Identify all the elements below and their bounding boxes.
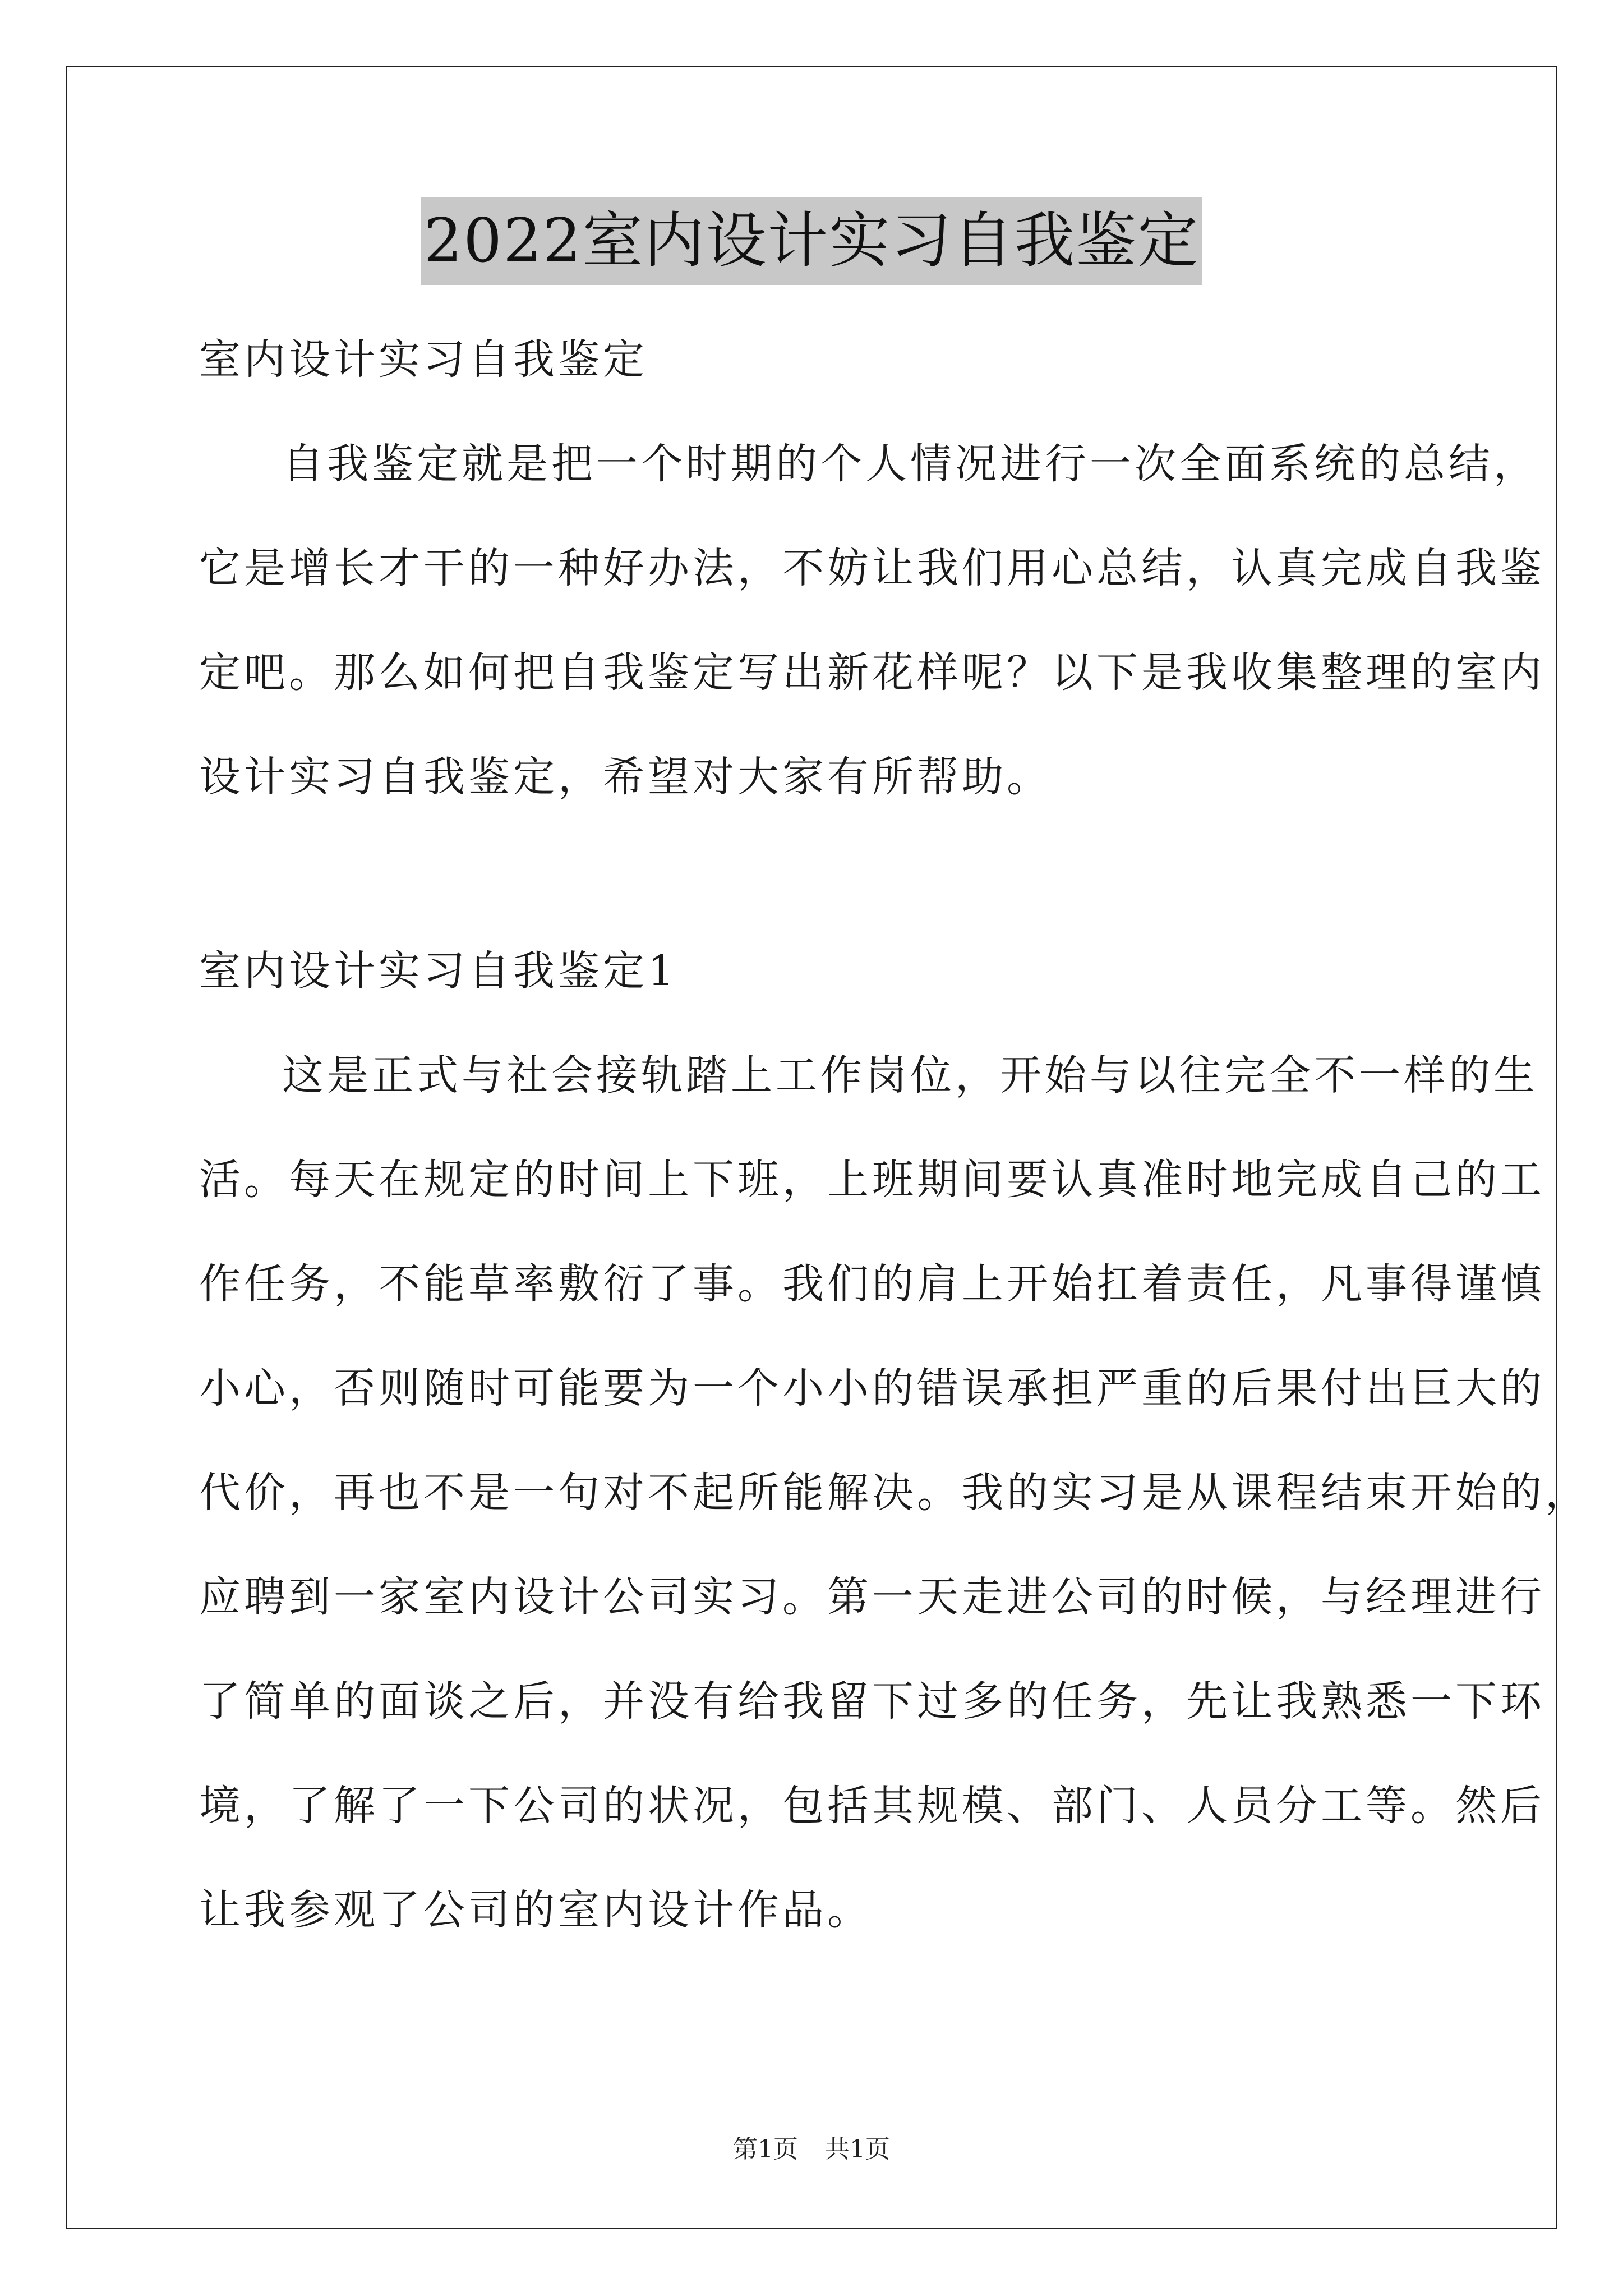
page-number-current: 第1页 — [733, 2135, 798, 2164]
page-number-total: 共1页 — [825, 2135, 890, 2164]
paragraph-line: 设计实习自我鉴定，希望对大家有所帮助。 — [199, 753, 1052, 801]
paragraph-line: 自我鉴定就是把一个时期的个人情况进行一次全面系统的总结， — [282, 440, 1538, 488]
document-body — [199, 307, 1590, 1962]
section-heading: 室内设计实习自我鉴定 — [199, 335, 648, 384]
paragraph-line: 小心，否则随时可能要为一个小小的错误承担严重的后果付出巨大的 — [199, 1364, 1545, 1412]
paragraph-line: 境，了解了一下公司的状况，包括其规模、部门、人员分工等。然后 — [199, 1782, 1545, 1830]
paragraph-line: 活。每天在规定的时间上下班，上班期间要认真准时地完成自己的工 — [199, 1156, 1545, 1204]
page-footer — [0, 2133, 1623, 2166]
paragraph-line: 让我参观了公司的室内设计作品。 — [199, 1886, 872, 1934]
paragraph-line: 定吧。那么如何把自我鉴定写出新花样呢？以下是我收集整理的室内 — [199, 648, 1545, 697]
paragraph-line: 它是增长才干的一种好办法，不妨让我们用心总结，认真完成自我鉴 — [199, 544, 1545, 592]
paragraph-gap — [199, 829, 1433, 919]
title-container — [0, 197, 1623, 285]
paragraph-line: 应聘到一家室内设计公司实习。第一天走进公司的时候，与经理进行 — [199, 1573, 1545, 1621]
paragraph-line: 代价，再也不是一句对不起所能解决。我的实习是从课程结束开始的， — [199, 1469, 1590, 1517]
paragraph-line: 了简单的面谈之后，并没有给我留下过多的任务，先让我熟悉一下环 — [199, 1677, 1545, 1726]
document-title: 2022室内设计实习自我鉴定 — [421, 197, 1203, 285]
paragraph-line: 这是正式与社会接轨踏上工作岗位，开始与以往完全不一样的生 — [282, 1051, 1538, 1099]
paragraph-line: 作任务，不能草率敷衍了事。我们的肩上开始扛着责任，凡事得谨慎 — [199, 1260, 1545, 1308]
section-heading: 室内设计实习自我鉴定1 — [199, 947, 678, 995]
